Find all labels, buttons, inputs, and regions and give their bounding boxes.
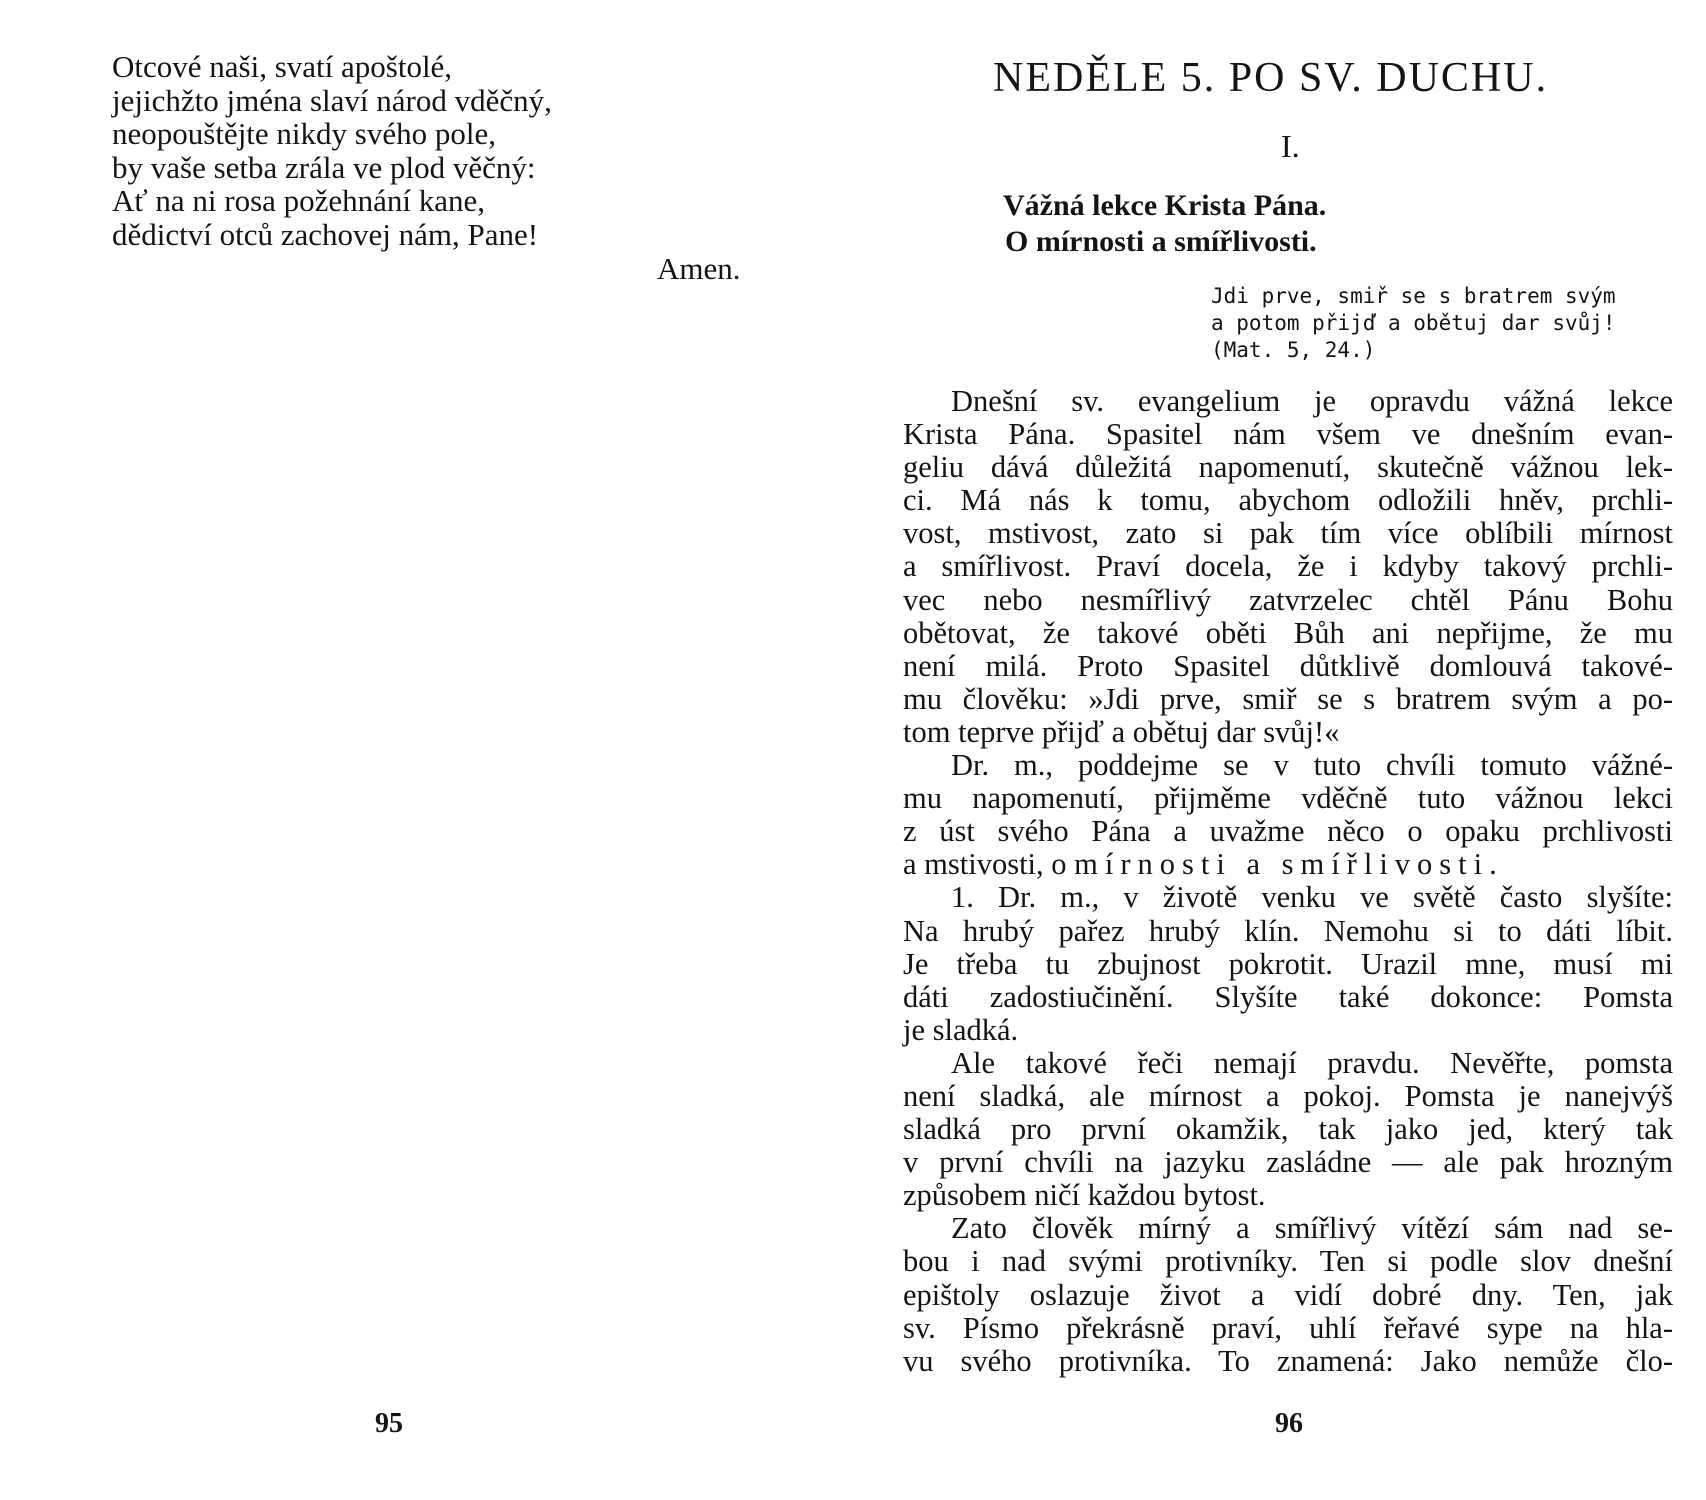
body-line: Ale takové řeči nemají pravdu. Nevěřte, pomsta	[951, 1045, 1673, 1080]
motto-line: (Mat. 5, 24.)	[1211, 338, 1376, 362]
subtitle-line-1: Vážná lekce Krista Pána.	[1003, 189, 1327, 222]
body-line: bou i nad svými protivníky. Ten si podle slov dnešní	[903, 1244, 1673, 1279]
motto-line: a potom přijď a obětuj dar svůj!	[1211, 311, 1616, 335]
body-line: není sladká, ale mírnost a pokoj. Pomsta je nanejvýš	[903, 1078, 1673, 1113]
body-line: 1. Dr. m., v životě venku ve světě často slyšíte:	[951, 880, 1673, 915]
body-line: sv. Písmo překrásně praví, uhlí řeřavé sype na hla-	[903, 1310, 1673, 1345]
body-line: tom teprve přijď a obětuj dar svůj!«	[903, 714, 1340, 749]
poem-line: Ať na ni rosa požehnání kane,	[112, 183, 486, 218]
page-number-right: 96	[1275, 1408, 1303, 1439]
sermon-subtitle	[1003, 188, 1703, 260]
body-line: Je třeba tu zbujnost pokrotit. Urazil mne, musí mi	[903, 946, 1673, 981]
chapter-title: NEDĚLE 5. PO SV. DUCHU.	[993, 55, 1549, 101]
body-line: a smířlivost. Praví docela, že i kdyby takový prchli-	[903, 549, 1673, 584]
body-line: vost, mstivost, zato si pak tím více oblíbili mírnost	[903, 516, 1673, 551]
body-line: Na hrubý pařez hrubý klín. Nemohu si to dáti líbit.	[903, 913, 1673, 948]
page-number-left: 95	[375, 1408, 403, 1439]
scripture-motto	[1211, 283, 1616, 364]
body-line: v první chvíli na jazyku zasládne — ale pak hrozným	[903, 1145, 1673, 1180]
body-line: Krista Pána. Spasitel nám všem ve dnešním evan-	[903, 417, 1673, 452]
spaced-emphasis: mírnosti a smířlivosti.	[1074, 847, 1504, 882]
section-number: I.	[1281, 128, 1300, 164]
body-line: Zato člověk mírný a smířlivý vítězí sám nad se-	[951, 1211, 1673, 1246]
poem-line: neopouštějte nikdy svého pole,	[112, 116, 496, 151]
body-line-part: a mstivosti, o	[903, 847, 1067, 882]
body-line: dáti zadostiučinění. Slyšíte také dokonce: Pomsta	[903, 979, 1673, 1014]
body-line: obětovat, že takové oběti Bůh ani nepřijme, že mu	[903, 615, 1673, 650]
poem-line: Otcové naši, svatí apoštolé,	[112, 49, 453, 84]
body-line: mu člověku: »Jdi prve, smiř se s bratrem svým a po-	[903, 681, 1673, 716]
poem-line: dědictví otců zachovej nám, Pane!	[112, 216, 539, 252]
body-line: není milá. Proto Spasitel důtklivě domlouvá takové-	[903, 648, 1673, 683]
poem-line: by vaše setba zrála ve plod věčný:	[112, 149, 536, 185]
body-line: ci. Má nás k tomu, abychom odložili hněv, prchli-	[903, 483, 1673, 518]
body-line: způsobem ničí každou bytost.	[903, 1178, 1266, 1213]
body-line: vu svého protivníka. To znamená: Jako nemůže člo-	[903, 1343, 1673, 1378]
body-line: geliu dává důležitá napomenutí, skutečně vážnou lek-	[903, 450, 1673, 485]
body-line: je sladká.	[903, 1012, 1019, 1047]
body-line: Dr. m., poddejme se v tuto chvíli tomuto vážné-	[951, 748, 1673, 783]
subtitle-line-2: O mírnosti a smířlivosti.	[1005, 225, 1317, 258]
right-page	[853, 0, 1706, 1500]
body-line: Dnešní sv. evangelium je opravdu vážná lekce	[951, 384, 1673, 418]
body-line: mu napomenutí, přijměme vděčně tuto vážnou lekci	[903, 781, 1673, 816]
body-line: epištoly oslazuje život a vidí dobré dny. Ten, jak	[903, 1277, 1673, 1312]
body-line: sladká pro první okamžik, tak jako jed, který tak	[903, 1112, 1673, 1147]
poem-line: jejichžto jména slaví národ vděčný,	[112, 82, 552, 118]
poem-stanza	[112, 50, 552, 251]
body-line-emphasis	[903, 848, 1673, 881]
sermon-body	[903, 385, 1673, 1378]
body-line: vec nebo nesmířlivý zatvrzelec chtěl Pánu Bohu	[903, 582, 1673, 617]
body-line: z úst svého Pána a uvažme něco o opaku prchlivosti	[903, 814, 1673, 849]
amen-closing: Amen.	[657, 251, 741, 286]
motto-line: Jdi prve, smiř se s bratrem svým	[1211, 284, 1616, 308]
